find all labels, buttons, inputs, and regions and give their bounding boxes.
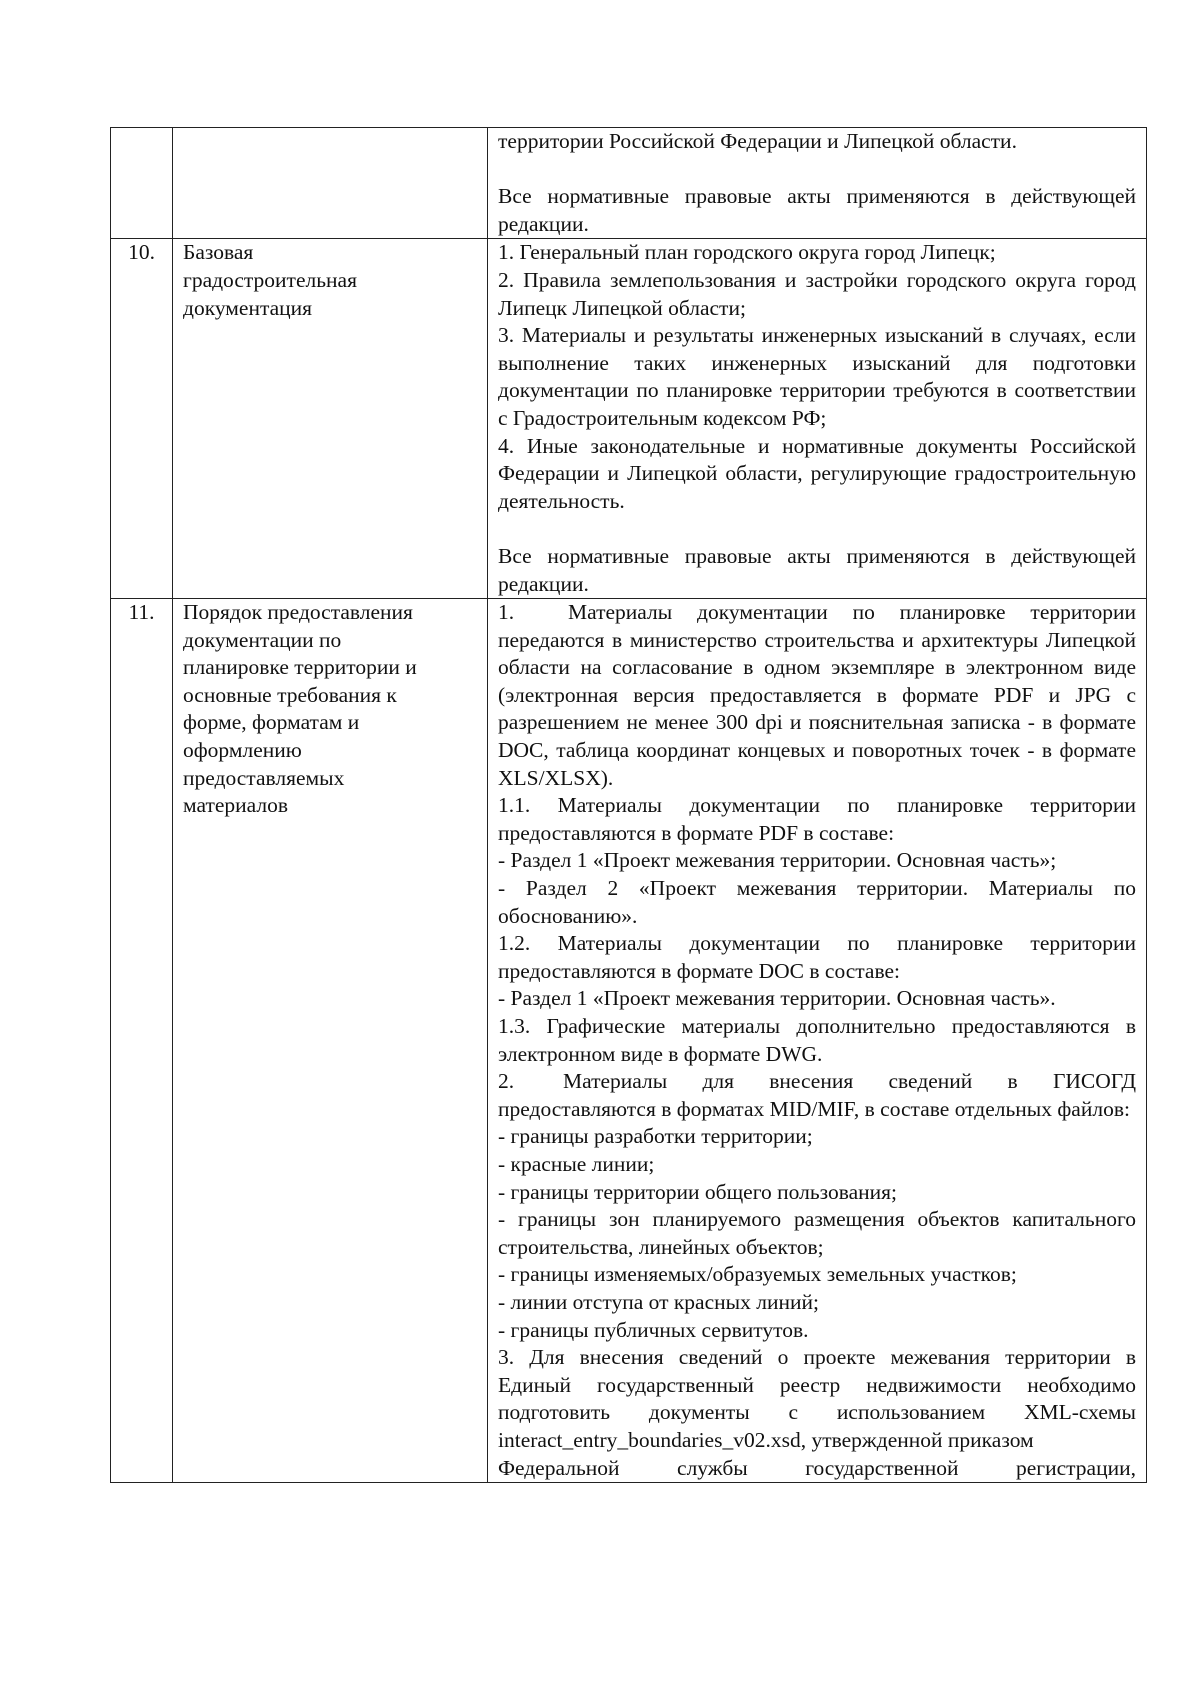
row-content-cell [488,239,1147,599]
title-line: градостроительная [183,267,357,292]
row-title-cell [173,128,488,239]
row-content-cell [488,128,1147,239]
title-line: основные требования к [183,682,397,707]
title-line: предоставляемых [183,765,345,790]
row-number-cell: 11. [111,599,173,1483]
title-line: планировке территории и [183,655,417,680]
title-line: оформлению [183,738,302,763]
title-line: Базовая [183,240,254,265]
list-item: - Раздел 1 «Проект межевания территории. Основная часть»; [498,848,1057,873]
list-item: 1. Генеральный план городского округа город Липецк; [498,240,996,265]
paragraph-3: 3. Для внесения сведений о проекте межевания территории в Единый государственный реестр недвижимости необходимо подготовить документы с использованием XML-схемы interact_entry_boundaries_v02.xsd, утвержденной приказом [498,1345,1136,1452]
paragraph-1 [498,599,1136,792]
row-title-cell [173,239,488,599]
paragraph-3-tail: Федеральной службы государственной регистрации, [498,1455,1136,1480]
list-item: 4. Иные законодательные и нормативные документы Российской Федерации и Липецкой области, регулирующие градостроительную деятельность. [498,433,1136,513]
row-number-cell: 10. [111,239,173,599]
table-row-10 [111,239,1147,599]
list-item: 2. Правила землепользования и застройки городского округа город Липецк Липецкой области; [498,267,1136,320]
row-content-cell [488,599,1147,1483]
table-row-continuation [111,128,1147,239]
paragraph-1-1: 1.1. Материалы документации по планировке территории предоставляются в формате PDF в составе: [498,793,1136,845]
requirements-table [110,127,1147,1483]
list-item: 3. Материалы и результаты инженерных изысканий в случаях, если выполнение таких инженерных изысканий для подготовки документации по планировке территории требуются в соответствии с Градостроительным кодексом РФ; [498,323,1136,430]
editions-note: Все нормативные правовые акты применяются в действующей редакции. [498,184,1136,236]
paragraph-2 [498,1068,1136,1123]
list-item: - границы изменяемых/образуемых земельных участков; [498,1262,1017,1287]
list-item: - границы зон планируемого размещения объектов капитального строительства, линейных объектов; [498,1207,1136,1259]
title-line: материалов [183,793,289,818]
paragraph-1-3: 1.3. Графические материалы дополнительно предоставляются в электронном виде в формате DWG. [498,1014,1136,1066]
table-row-11 [111,599,1147,1483]
title-line: форме, форматам и [183,710,360,735]
list-item: - Раздел 1 «Проект межевания территории. Основная часть». [498,986,1056,1011]
paragraph-text: Материалы документации по планировке территории передаются в министерство строительства и архитектуры Липецкой области на согласование в одном экземпляре в электронном виде (электронная версия предоставляется в формате PDF и JPG с разрешением не менее 300 dpi и пояснительная записка - в формате DOC, таблица координат концевых и поворотных точек - в формате XLS/XLSX). [498,600,1136,790]
list-item: - красные линии; [498,1151,655,1176]
list-item: - линии отступа от красных линий; [498,1289,819,1314]
list-item: - Раздел 2 «Проект межевания территории. Материалы по обоснованию». [498,876,1136,928]
paragraph-text: Материалы для внесения сведений в ГИСОГД предоставляются в форматах MID/MIF, в составе отдельных файлов: [498,1069,1136,1121]
title-line: документации по [183,627,342,652]
continuation-text: территории Российской Федерации и Липецкой области. [498,129,1017,153]
list-item: - границы разработки территории; [498,1124,813,1149]
editions-note: Все нормативные правовые акты применяются в действующей редакции. [498,543,1136,596]
title-line: Порядок предоставления [183,600,413,625]
paragraph-number: 2. [498,1069,515,1094]
paragraph-number: 1. [498,600,515,625]
title-line: документация [183,295,313,320]
list-item: - границы территории общего пользования; [498,1179,898,1204]
row-number-cell [111,128,173,239]
list-item: - границы публичных сервитутов. [498,1317,809,1342]
paragraph-1-2: 1.2. Материалы документации по планировке территории предоставляются в формате DOC в составе: [498,931,1136,983]
row-title-cell [173,599,488,1483]
